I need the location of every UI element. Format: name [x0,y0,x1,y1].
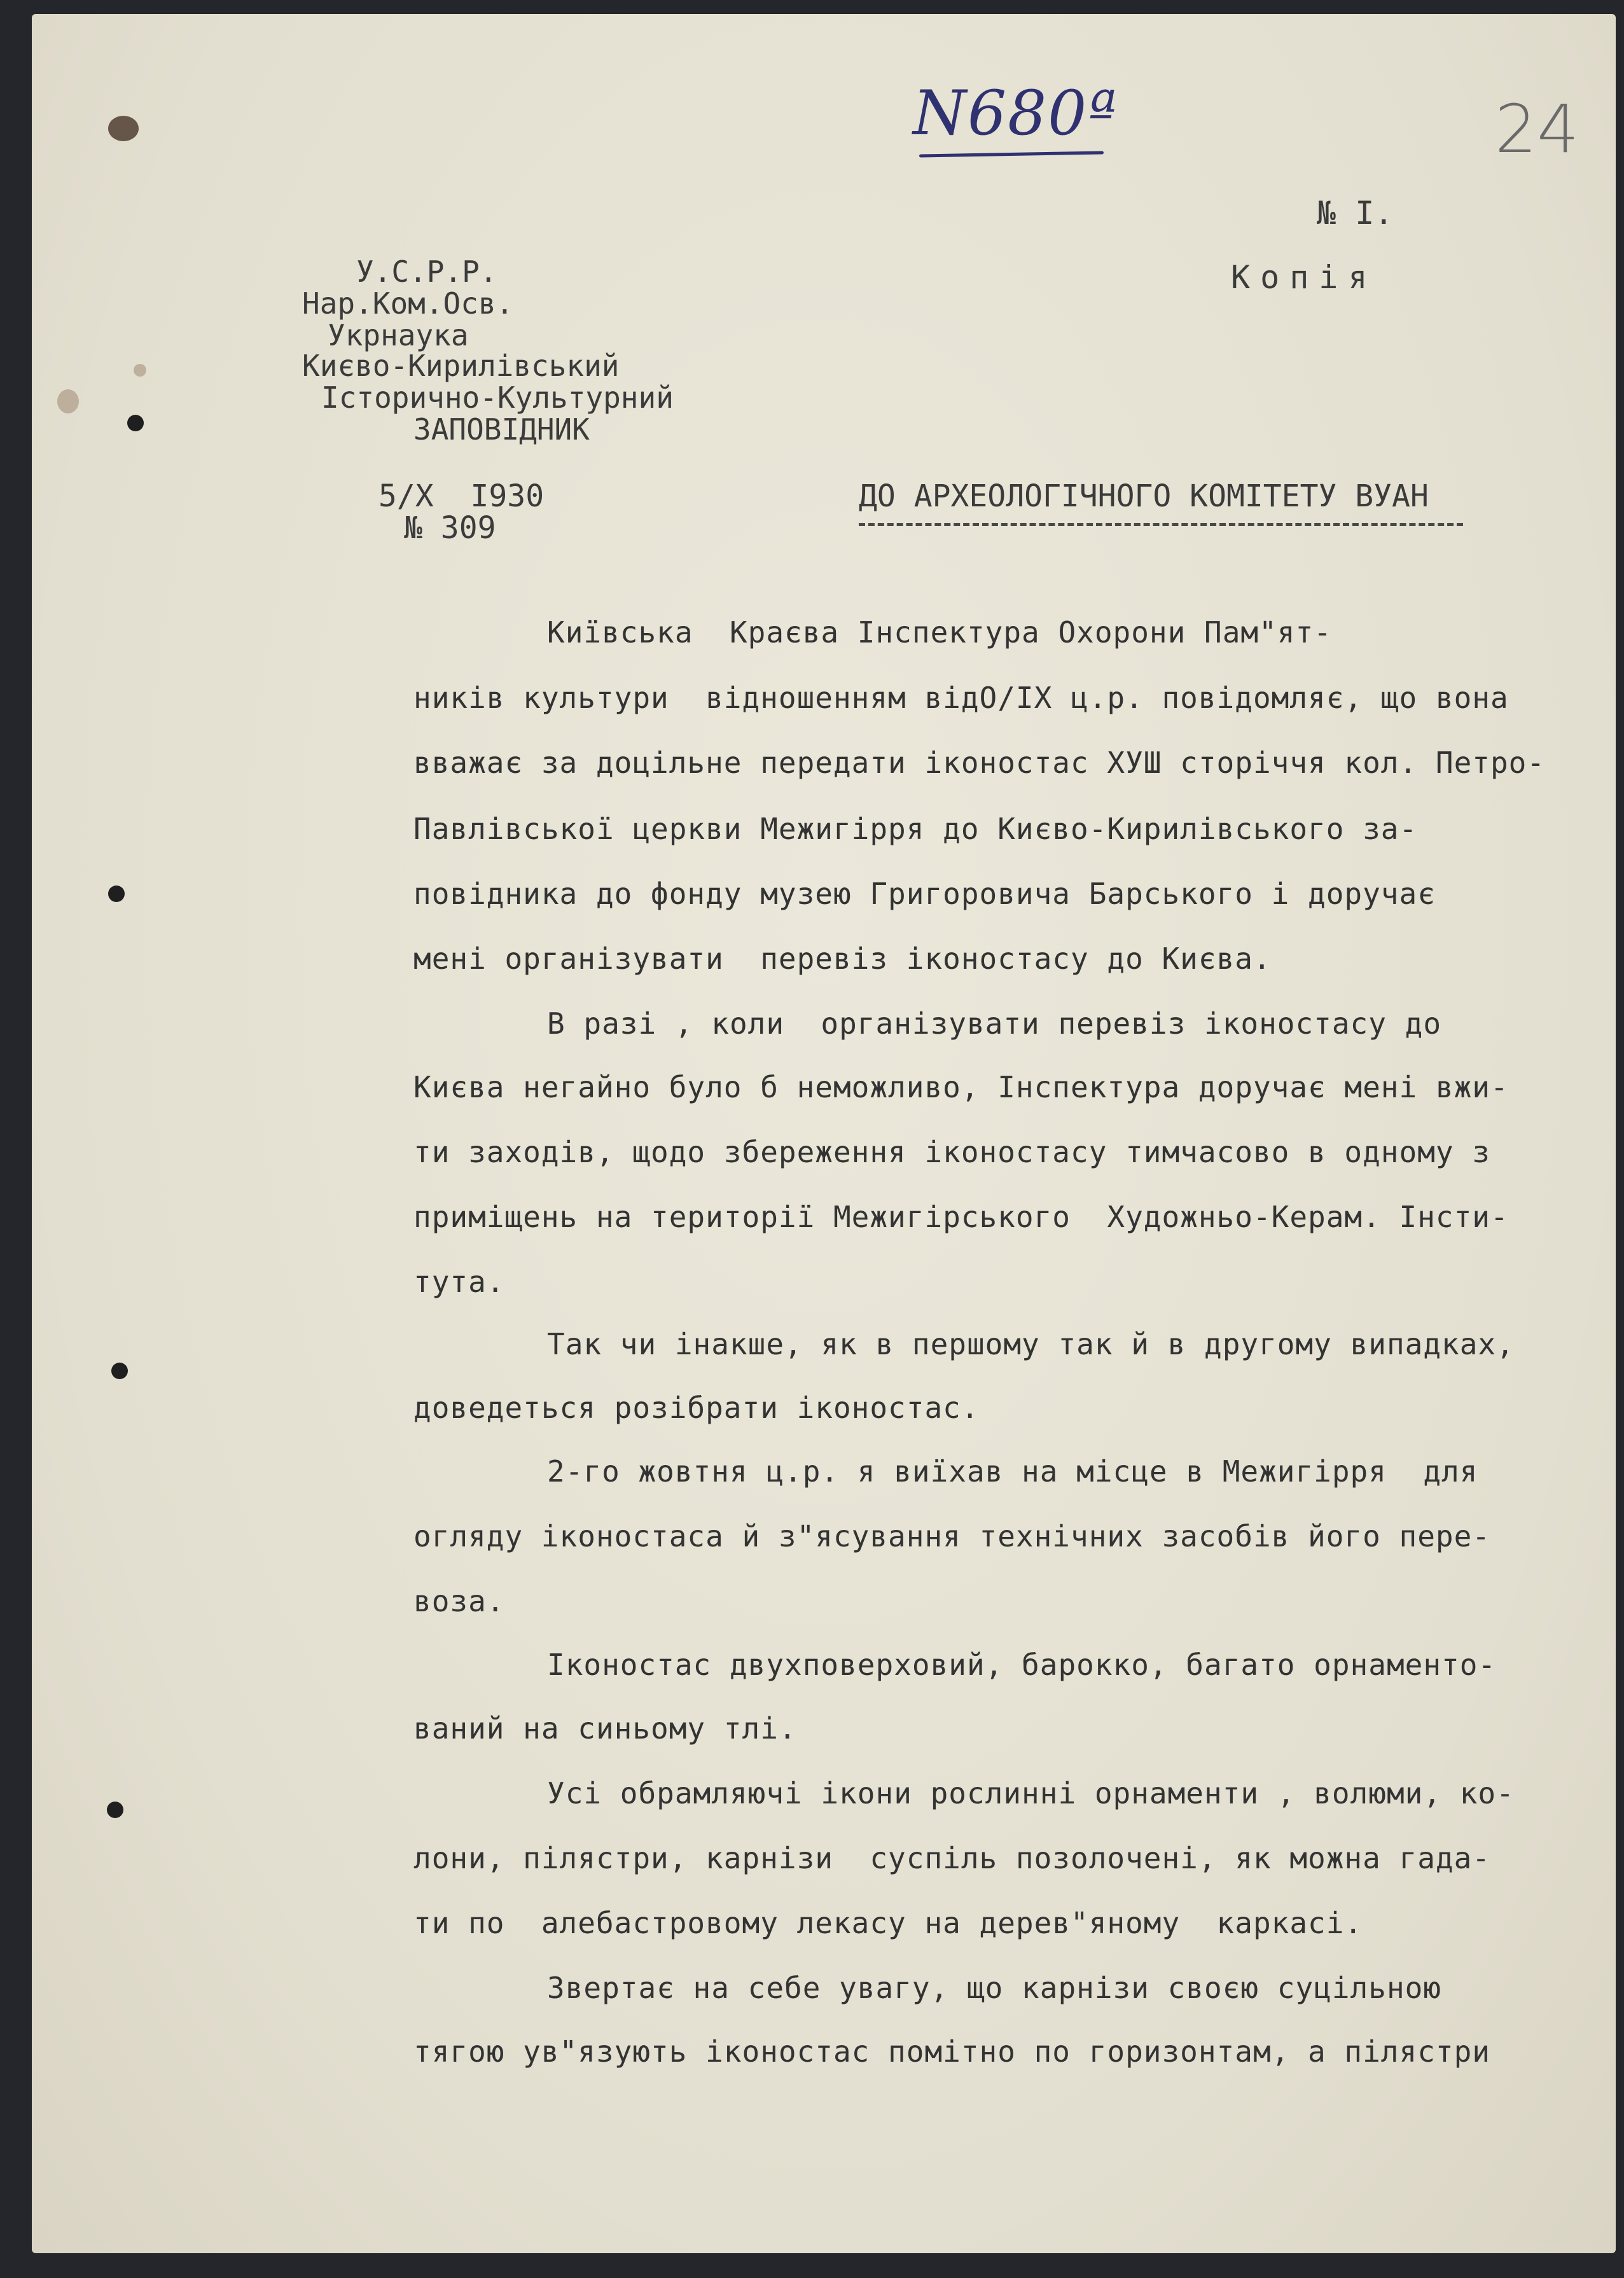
body-line: повідника до фонду музею Григоровича Барського і доручає [413,877,1436,911]
letter-date: 5/Х І930 [378,478,545,514]
addressee-underline [859,523,1463,526]
body-line: Київська Краєва Інспектура Охорони Пам"ят- [547,615,1332,649]
body-line: ників культури відношенням відО/ІХ ц.р. повідомляє, що вона [413,681,1509,715]
body-line: Іконостас двухповерховий, барокко, багато орнаменто- [547,1648,1497,1682]
body-line: тягою ув"язують іконостас помітно по горизонтам, а пілястри [413,2034,1490,2069]
body-line: ти заходів, щодо збереження іконостасу тимчасово в одному з [413,1135,1490,1169]
letterhead-line: Історично-Культурний [321,380,674,415]
letterhead-line: Києво-Кирилівський [302,349,620,383]
binding-hole [127,415,144,431]
folio-number: 24 [1495,90,1579,168]
document-sheet [32,14,1616,2253]
body-line: тута. [413,1265,505,1299]
body-line: вважає за доцільне передати іконостас ХУШ сторіччя кол. Петро- [413,746,1546,780]
body-line: Так чи інакше, як в першому так й в другому випадках, [547,1327,1515,1361]
copy-label: Копія [1231,259,1378,296]
body-line: Усі обрамляючі ікони рослинні орнаменти , волюми, ко- [547,1776,1515,1810]
stain-spot [134,364,146,377]
stain-spot [57,389,79,413]
handwritten-number: N680ª [913,78,1118,149]
body-line: приміщень на території Межигірського Художньо-Керам. Інсти- [413,1200,1509,1234]
body-line: Києва негайно було б неможливо, Інспектура доручає мені вжи- [413,1070,1509,1104]
addressee: ДО АРХЕОЛОГІЧНОГО КОМІТЕТУ ВУАН [859,478,1429,514]
body-line: воза. [413,1584,505,1618]
body-line: огляду іконостаса й з"ясування технічних засобів його пере- [413,1519,1490,1553]
outgoing-number: № 309 [404,510,496,546]
binding-hole [108,886,125,902]
body-line: В разі , коли організувати перевіз іконостасу до [547,1006,1442,1041]
body-line: лони, пілястри, карнізи суспіль позолочені, як можна гада- [413,1841,1490,1875]
document-number: № І. [1317,195,1394,232]
letterhead-line: Нар.Ком.Осв. [302,286,514,321]
letterhead-line: ЗАПОВІДНИК [413,412,590,447]
binding-hole [111,1363,128,1379]
letterhead-line: У.С.Р.Р. [356,254,497,289]
ink-blot [108,116,139,141]
body-line: Звертає на себе увагу, що карнізи своєю суцільною [547,1971,1442,2005]
body-line: доведеться розібрати іконостас. [413,1391,980,1425]
handwritten-underline [919,151,1104,157]
body-line: 2-го жовтня ц.р. я виїхав на місце в Межигірря для [547,1454,1478,1489]
body-line: ваний на синьому тлі. [413,1711,797,1746]
body-line: ти по алебастровому лекасу на дерев"яному каркасі. [413,1906,1363,1940]
body-line: Павлівської церкви Межигірря до Києво-Кирилівського за- [413,812,1418,846]
binding-hole [107,1802,123,1818]
body-line: мені організувати перевіз іконостасу до Києва. [413,941,1272,976]
letterhead-line: Укрнаука [328,318,469,352]
